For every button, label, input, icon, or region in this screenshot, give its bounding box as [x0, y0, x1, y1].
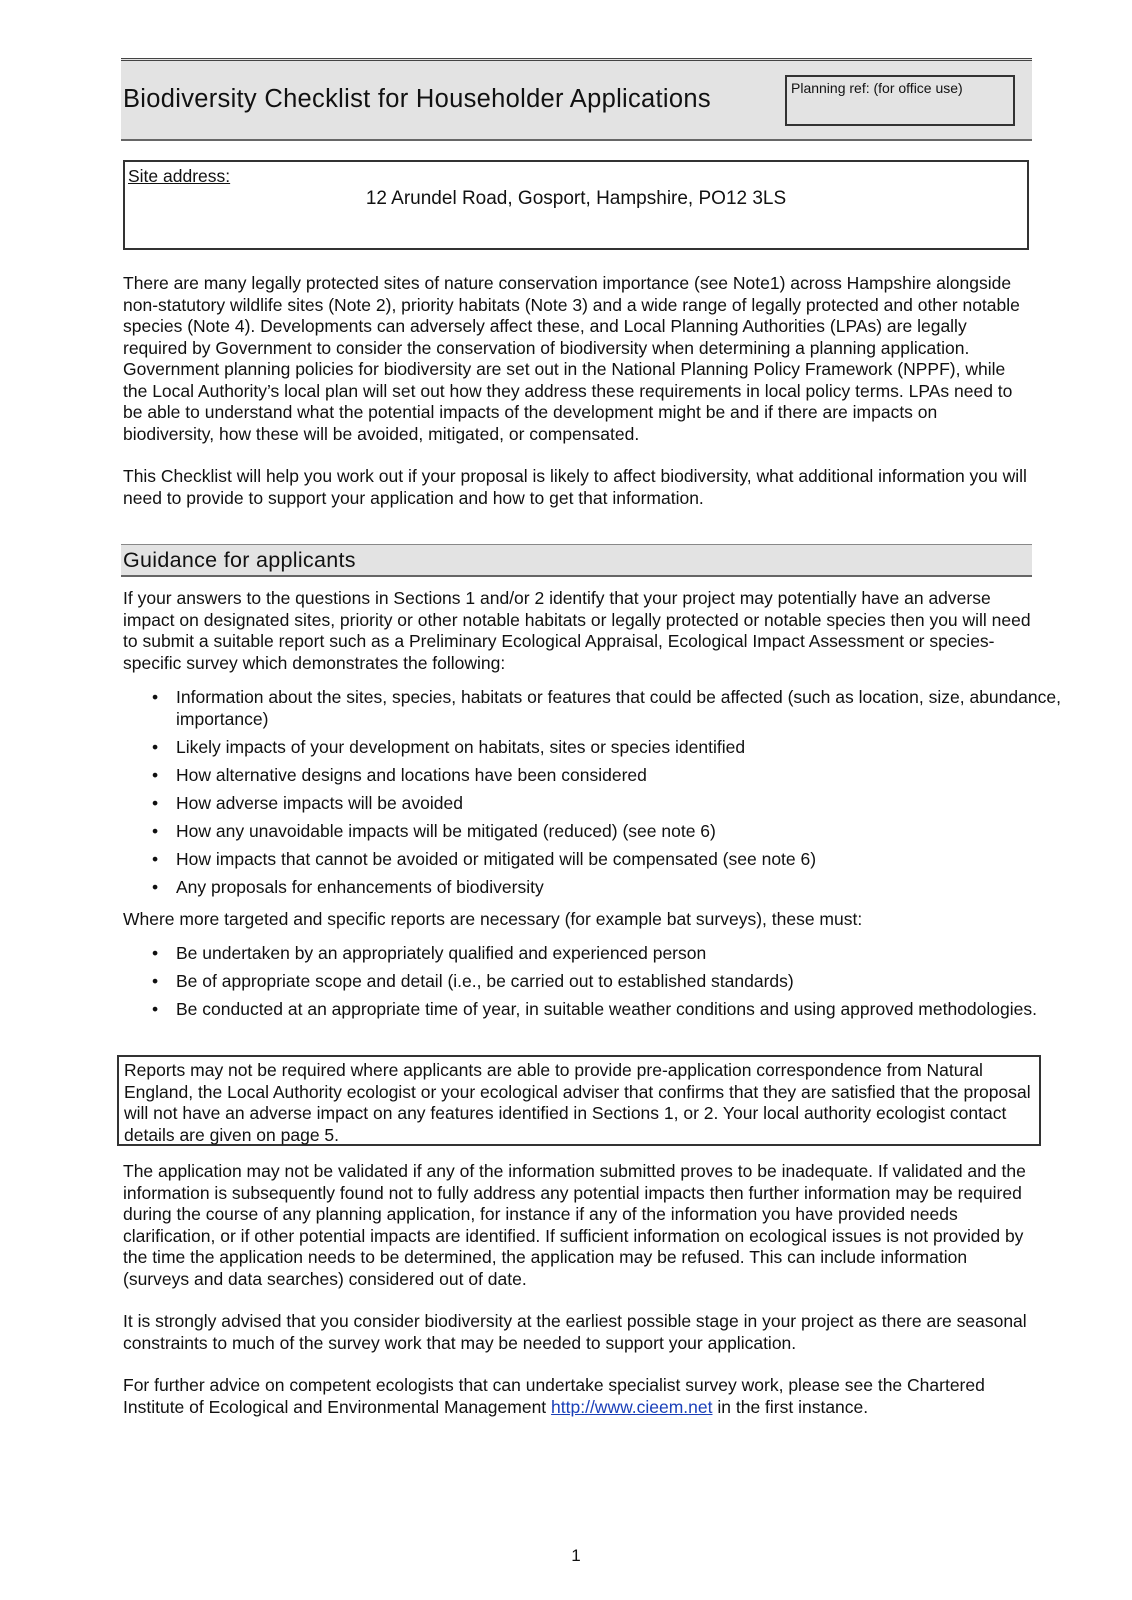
bullet-icon: • [152, 820, 159, 841]
reports-exemption-box: Reports may not be required where applicants are able to provide pre-application correspondence from Natural England, the Local Authority ecologist or your ecological adviser that confirms that they are satisfied that the proposal will not have an adverse impact on any features identified in Sections 1, or 2. Your local authority ecologist contact details are given on page 5. [117, 1055, 1041, 1146]
list-item [152, 764, 1076, 787]
list-item-text: Any proposals for enhancements of biodiversity [176, 876, 544, 897]
list-item-text: Be undertaken by an appropriately qualified and experienced person [176, 943, 707, 963]
list-item [152, 971, 1076, 993]
intro-paragraph-1: There are many legally protected sites of nature conservation importance (see Note1) across Hampshire alongside non-statutory wildlife sites (Note 2), priority habitats (Note 3) and a wide range of legally protected and other notable species (Note 4). Developments can adversely affect these, and Local Planning Authorities (LPAs) are legally required by Government to consider the conservation of biodiversity when determining a planning application. Government planning policies for biodiversity are set out in the National Planning Policy Framework (NPPF), while the Local Authority’s local plan will set out how they address these requirements in local policy terms. LPAs need to be able to understand what the potential impacts of the development might be and if there are impacts on biodiversity, how these will be avoided, mitigated, or compensated. [123, 273, 1020, 444]
list-item [152, 876, 1076, 899]
list-item [152, 736, 1076, 759]
list-item [152, 999, 1076, 1021]
advice-text: For further advice on competent ecologists that can undertake specialist survey work, please see the Chartered Institute of Ecological and Environmental Management [123, 1375, 985, 1417]
bullet-icon: • [152, 764, 159, 785]
list-item-text: Be of appropriate scope and detail (i.e., be carried out to established standards) [176, 971, 794, 991]
guidance-paragraph-5 [123, 1375, 1033, 1418]
list-item [152, 820, 1076, 843]
planning-ref-field[interactable] [785, 75, 1015, 126]
bullet-icon: • [152, 687, 159, 707]
site-address-box [123, 160, 1029, 250]
bullet-icon: • [152, 999, 159, 1019]
guidance-paragraph-1: If your answers to the questions in Sections 1 and/or 2 identify that your project may potentially have an adverse impact on designated sites, priority or other notable habitats or legally protected or notable species then you will need to submit a suitable report such as a Preliminary Ecological Appraisal, Ecological Impact Assessment or species-specific survey which demonstrates the following: [123, 588, 1031, 673]
cieem-link[interactable]: http://www.cieem.net [551, 1396, 713, 1417]
intro-paragraph-2: This Checklist will help you work out if your proposal is likely to affect biodiversity, what additional information you will need to provide to support your application and how to get that information. [123, 466, 1027, 508]
list-item-text: Likely impacts of your development on habitats, sites or species identified [176, 736, 746, 757]
bullet-icon: • [152, 943, 159, 963]
list-item [152, 943, 1076, 965]
page-number: 1 [571, 1546, 581, 1565]
guidance-section-header [121, 544, 1032, 577]
list-item-text: Information about the sites, species, habitats or features that could be affected (such as location, size, abundance, importance) [176, 687, 1061, 729]
guidance-paragraph-4: It is strongly advised that you consider biodiversity at the earliest possible stage in your project as there are seasonal constraints to much of the survey work that may be needed to support your application. [123, 1311, 1027, 1353]
bullet-icon: • [152, 971, 159, 991]
requirements-list [123, 687, 1076, 905]
site-address-value: 12 Arundel Road, Gosport, Hampshire, PO12 3LS [365, 188, 787, 209]
list-item-text: Be conducted at an appropriate time of year, in suitable weather conditions and using approved methodologies. [176, 999, 1037, 1019]
list-item [152, 848, 1076, 871]
header-band [121, 58, 1032, 141]
document-title: Biodiversity Checklist for Householder Applications [123, 85, 711, 113]
guidance-paragraph-3: The application may not be validated if any of the information submitted proves to be inadequate. If validated and the information is subsequently found not to fully address any potential impacts then further information may be required during the course of any planning application, for instance if any of the information you have provided needs clarification, or if other potential impacts are identified. If sufficient information on ecological issues is not provided by the time the application needs to be determined, the application may be refused. This can include information (surveys and data searches) considered out of date. [123, 1161, 1026, 1289]
report-standards-list [123, 943, 1076, 1027]
bullet-icon: • [152, 848, 159, 869]
guidance-paragraph-2: Where more targeted and specific reports are necessary (for example bat surveys), these must: [123, 909, 863, 929]
bullet-icon: • [152, 792, 159, 813]
planning-ref-label: Planning ref: (for office use) [791, 80, 963, 96]
list-item-text: How adverse impacts will be avoided [176, 792, 463, 813]
bullet-icon: • [152, 736, 159, 757]
guidance-title: Guidance for applicants [123, 548, 356, 572]
list-item-text: How any unavoidable impacts will be mitigated (reduced) (see note 6) [176, 820, 716, 841]
list-item-text: How impacts that cannot be avoided or mitigated will be compensated (see note 6) [176, 848, 817, 869]
list-item [152, 792, 1076, 815]
list-item [152, 687, 1076, 730]
advice-text-end: in the first instance. [712, 1396, 869, 1417]
list-item-text: How alternative designs and locations have been considered [176, 764, 647, 785]
site-address-label: Site address: [128, 166, 231, 186]
bullet-icon: • [152, 876, 159, 897]
